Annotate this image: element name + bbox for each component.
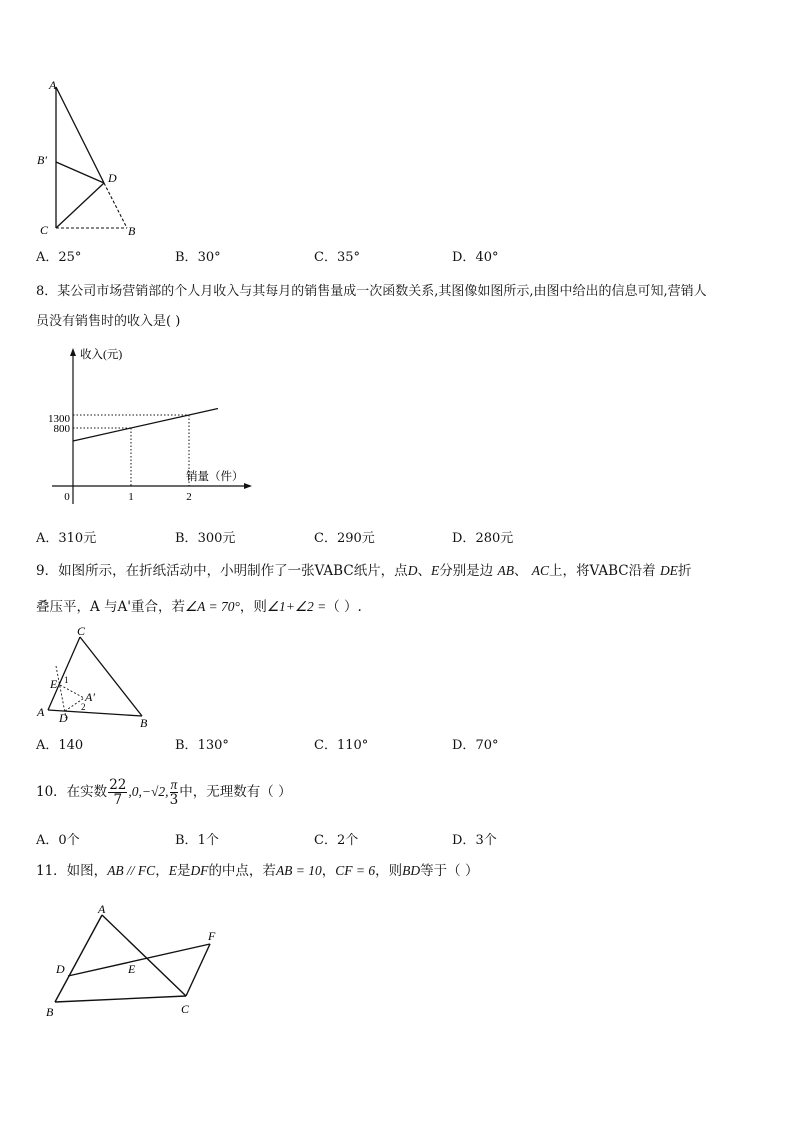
option-text: 300元 xyxy=(197,531,236,546)
option-text: 280元 xyxy=(475,531,514,546)
q9-option-d[interactable] xyxy=(452,737,498,755)
q9-a-prime: A' xyxy=(117,599,132,615)
q8-y-tick-1300: 1300 xyxy=(48,413,70,425)
q11-figure xyxy=(40,898,240,1024)
q9-triangle-name: VABC xyxy=(314,563,354,579)
q9-stem-line2 xyxy=(36,598,362,616)
q11-label-F: F xyxy=(208,929,216,943)
q10-fraction-22-7 xyxy=(108,778,127,807)
option-letter: B． xyxy=(175,738,198,753)
q10-middle: ,0,−√2, xyxy=(128,784,169,799)
option-text: 130° xyxy=(197,738,229,753)
q7-option-c[interactable] xyxy=(314,249,360,267)
q11-stem xyxy=(36,862,478,880)
q11-label-E: E xyxy=(128,962,136,976)
q9-label-A: A xyxy=(37,705,45,719)
q11-label-B: B xyxy=(46,1005,54,1019)
q8-y-axis-arrow xyxy=(70,348,76,356)
q11-text: 等于（ ） xyxy=(420,863,479,879)
q11-label-C: C xyxy=(181,1002,190,1016)
q9-label-A-prime: A′ xyxy=(85,690,95,704)
q8-stem-line2: 员没有销售时的收入是( ) xyxy=(36,314,181,329)
option-text: 70° xyxy=(475,738,499,753)
q9-text: 重合，若 xyxy=(131,599,186,615)
q8-x-tick-2: 2 xyxy=(186,491,192,503)
option-text: 110° xyxy=(336,738,369,753)
q9-option-a[interactable] xyxy=(36,737,83,755)
q9-label-1: 1 xyxy=(64,675,69,685)
option-letter: C． xyxy=(314,531,337,546)
option-letter: D． xyxy=(452,738,476,753)
q11-label-A: A xyxy=(98,902,106,916)
option-letter: B． xyxy=(175,250,198,265)
q9-sum-expr: ∠1+∠2 = xyxy=(266,599,327,614)
option-text: 40° xyxy=(475,250,499,265)
q9-text: （ ）. xyxy=(326,599,362,615)
option-letter: B． xyxy=(175,531,198,546)
q9-text: 分别是边 xyxy=(439,563,494,579)
q11-segment-bd: BD xyxy=(402,863,421,878)
q9-text: 纸片，点 xyxy=(353,563,408,579)
q9-text: 、 xyxy=(417,563,431,579)
option-text: 310元 xyxy=(58,531,97,546)
option-letter: D． xyxy=(452,250,476,265)
q8-option-b[interactable] xyxy=(175,530,235,548)
q7-label-D: D xyxy=(108,171,117,185)
q8-y-tick-800: 800 xyxy=(53,423,70,435)
q11-text: 的中点，若 xyxy=(208,863,276,879)
q7-option-a[interactable] xyxy=(36,249,81,267)
option-text: 1个 xyxy=(197,833,219,848)
q11-text: ，则 xyxy=(375,863,403,879)
q9-text: ，则 xyxy=(239,599,267,615)
q8-x-axis-label: 销量（件） xyxy=(186,471,244,483)
q9-side-ab: AB xyxy=(497,563,514,578)
q11-text: ， xyxy=(155,863,169,879)
option-letter: C． xyxy=(314,833,337,848)
q9-option-b[interactable] xyxy=(175,737,229,755)
option-text: 290元 xyxy=(336,531,375,546)
option-letter: C． xyxy=(314,250,337,265)
q8-chart xyxy=(40,344,260,504)
q11-text: 是 xyxy=(176,863,191,879)
q11-text: ， xyxy=(321,863,336,879)
option-letter: D． xyxy=(452,531,476,546)
option-letter: C． xyxy=(314,738,337,753)
q11-parallel-expr: AB // FC xyxy=(107,863,156,878)
option-text: 35° xyxy=(336,250,360,265)
q8-x-axis-arrow xyxy=(244,483,252,489)
q10-prefix: 10．在实数 xyxy=(36,784,108,800)
q9-triangle-name: VABC xyxy=(589,563,629,579)
q9-label-C: C xyxy=(77,626,86,638)
option-text: 30° xyxy=(197,250,221,265)
q10-option-a[interactable] xyxy=(36,832,80,850)
q9-angle-expr: ∠A = 70° xyxy=(185,599,240,614)
q9-text: 沿着 xyxy=(628,563,656,579)
option-text: 2个 xyxy=(336,833,359,848)
q8-option-a[interactable] xyxy=(36,530,96,548)
q9-text: 9．如图所示，在折纸活动中，小明制作了一张 xyxy=(36,563,315,579)
q9-label-2: 2 xyxy=(81,702,86,712)
q10-suffix: 中，无理数有（ ） xyxy=(179,784,292,800)
option-text: 140 xyxy=(58,738,84,753)
q8-series-line xyxy=(73,409,218,442)
fraction-denominator: 3 xyxy=(169,792,179,808)
q8-option-c[interactable] xyxy=(314,530,375,548)
q9-point-d: D xyxy=(407,563,418,578)
q9-label-D: D xyxy=(59,711,68,725)
q7-option-b[interactable] xyxy=(175,249,221,267)
q8-x-tick-0: 0 xyxy=(64,491,70,503)
q10-option-b[interactable] xyxy=(175,832,219,850)
q10-option-d[interactable] xyxy=(452,832,497,850)
q9-label-B: B xyxy=(140,716,148,728)
option-letter: B． xyxy=(175,833,198,848)
fraction-numerator: π xyxy=(170,777,178,792)
fraction-denominator: 7 xyxy=(113,792,123,808)
q11-segment-df: DF xyxy=(190,863,209,878)
option-text: 25° xyxy=(58,250,82,265)
q7-label-A: A xyxy=(49,78,57,92)
q7-label-B: B xyxy=(128,224,136,238)
q9-figure xyxy=(32,626,162,728)
option-text: 3个 xyxy=(475,833,497,848)
q11-text: 11．如图， xyxy=(36,863,108,879)
q9-segment-de: DE xyxy=(659,563,678,578)
q9-option-c[interactable] xyxy=(314,737,368,755)
option-letter: A． xyxy=(36,833,59,848)
q9-text: 叠压平，A 与 xyxy=(36,599,118,615)
q7-label-C: C xyxy=(40,223,49,237)
q8-x-tick-1: 1 xyxy=(128,491,134,503)
option-text: 0个 xyxy=(58,833,80,848)
q9-text: 上，将 xyxy=(549,563,590,579)
option-letter: A． xyxy=(36,250,59,265)
q8-stem-line1: 8．某公司市场营销部的个人月收入与其每月的销售量成一次函数关系,其图像如图所示,由图中给出的信息可知,营销人 xyxy=(36,284,707,299)
q8-y-axis-label: 收入(元) xyxy=(80,349,123,361)
q7-option-d[interactable] xyxy=(452,249,498,267)
q9-text: 、 xyxy=(513,563,528,579)
q10-option-c[interactable] xyxy=(314,832,358,850)
option-letter: A． xyxy=(36,738,59,753)
q10-stem xyxy=(36,772,292,812)
q9-text: 折 xyxy=(677,563,692,579)
q9-point-e: E xyxy=(430,563,440,578)
q11-label-D: D xyxy=(56,962,65,976)
q7-label-B-prime: B′ xyxy=(37,153,47,167)
q9-label-E: E xyxy=(50,677,58,691)
fraction-numerator: 22 xyxy=(109,777,127,793)
q11-point-e: E xyxy=(168,863,177,878)
q11-ab-expr: AB = 10 xyxy=(275,863,322,878)
q7-figure xyxy=(30,78,150,240)
q10-fraction-pi-3 xyxy=(170,778,179,807)
q9-stem-line1 xyxy=(36,562,691,580)
q9-side-ac: AC xyxy=(531,563,550,578)
q11-cf-expr: CF = 6 xyxy=(335,863,376,878)
q8-option-d[interactable] xyxy=(452,530,513,548)
option-letter: A． xyxy=(36,531,59,546)
option-letter: D． xyxy=(452,833,476,848)
